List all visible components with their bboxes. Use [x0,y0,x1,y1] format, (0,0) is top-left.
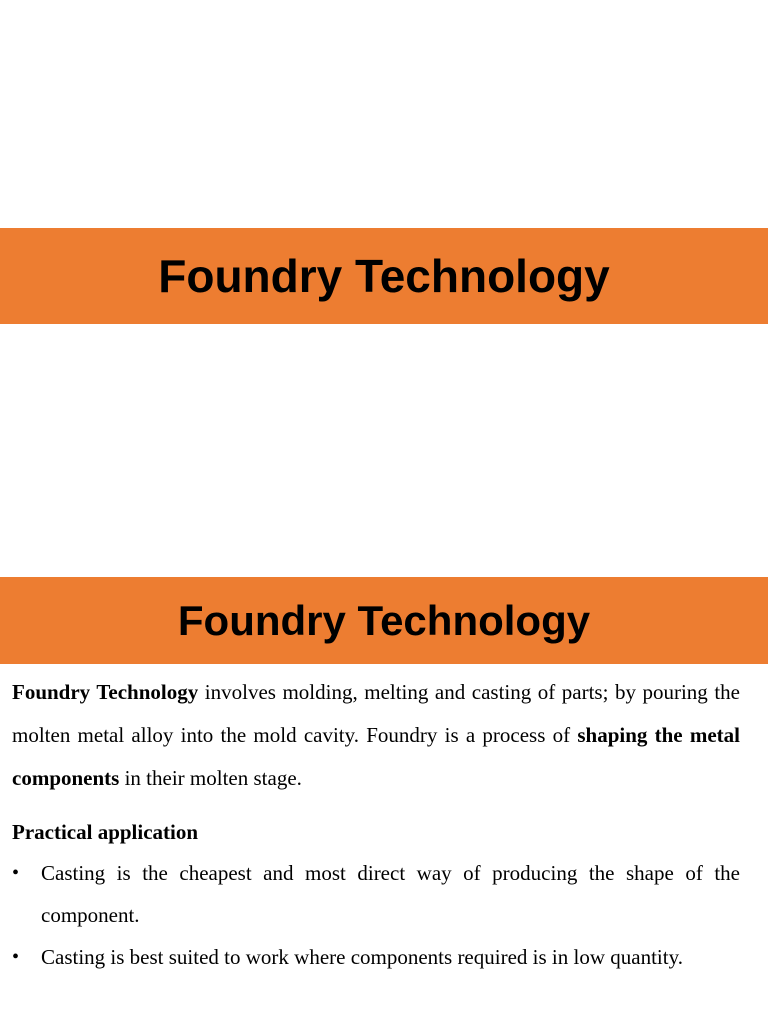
bullet-list [12,852,740,978]
bullet-icon: • [12,862,20,884]
bullet-text: Casting is the cheapest and most direct way of producing the shape of the component. [41,861,740,927]
bullet-text: Casting is best suited to work where components required is in low quantity. [41,945,683,969]
bullet-item [12,936,740,978]
bullet-item [12,852,740,936]
header-banner [0,577,768,664]
intro-text-2: in their molten stage. [119,766,302,790]
slide-heading: Foundry Technology [177,596,591,644]
intro-bold-phrase: shaping the metal components [12,723,740,790]
bullet-icon: • [12,946,20,968]
intro-text-1: involves molding, melting and casting of parts; by pouring the molten metal alloy into the mold cavity. Foundry is a process of [12,680,740,747]
title-banner [0,228,768,324]
intro-paragraph [12,671,740,800]
intro-bold-term: Foundry Technology [12,680,199,704]
slide-body [12,671,740,978]
slide-title: Foundry Technology [158,250,610,302]
section-heading: Practical application [12,820,199,844]
